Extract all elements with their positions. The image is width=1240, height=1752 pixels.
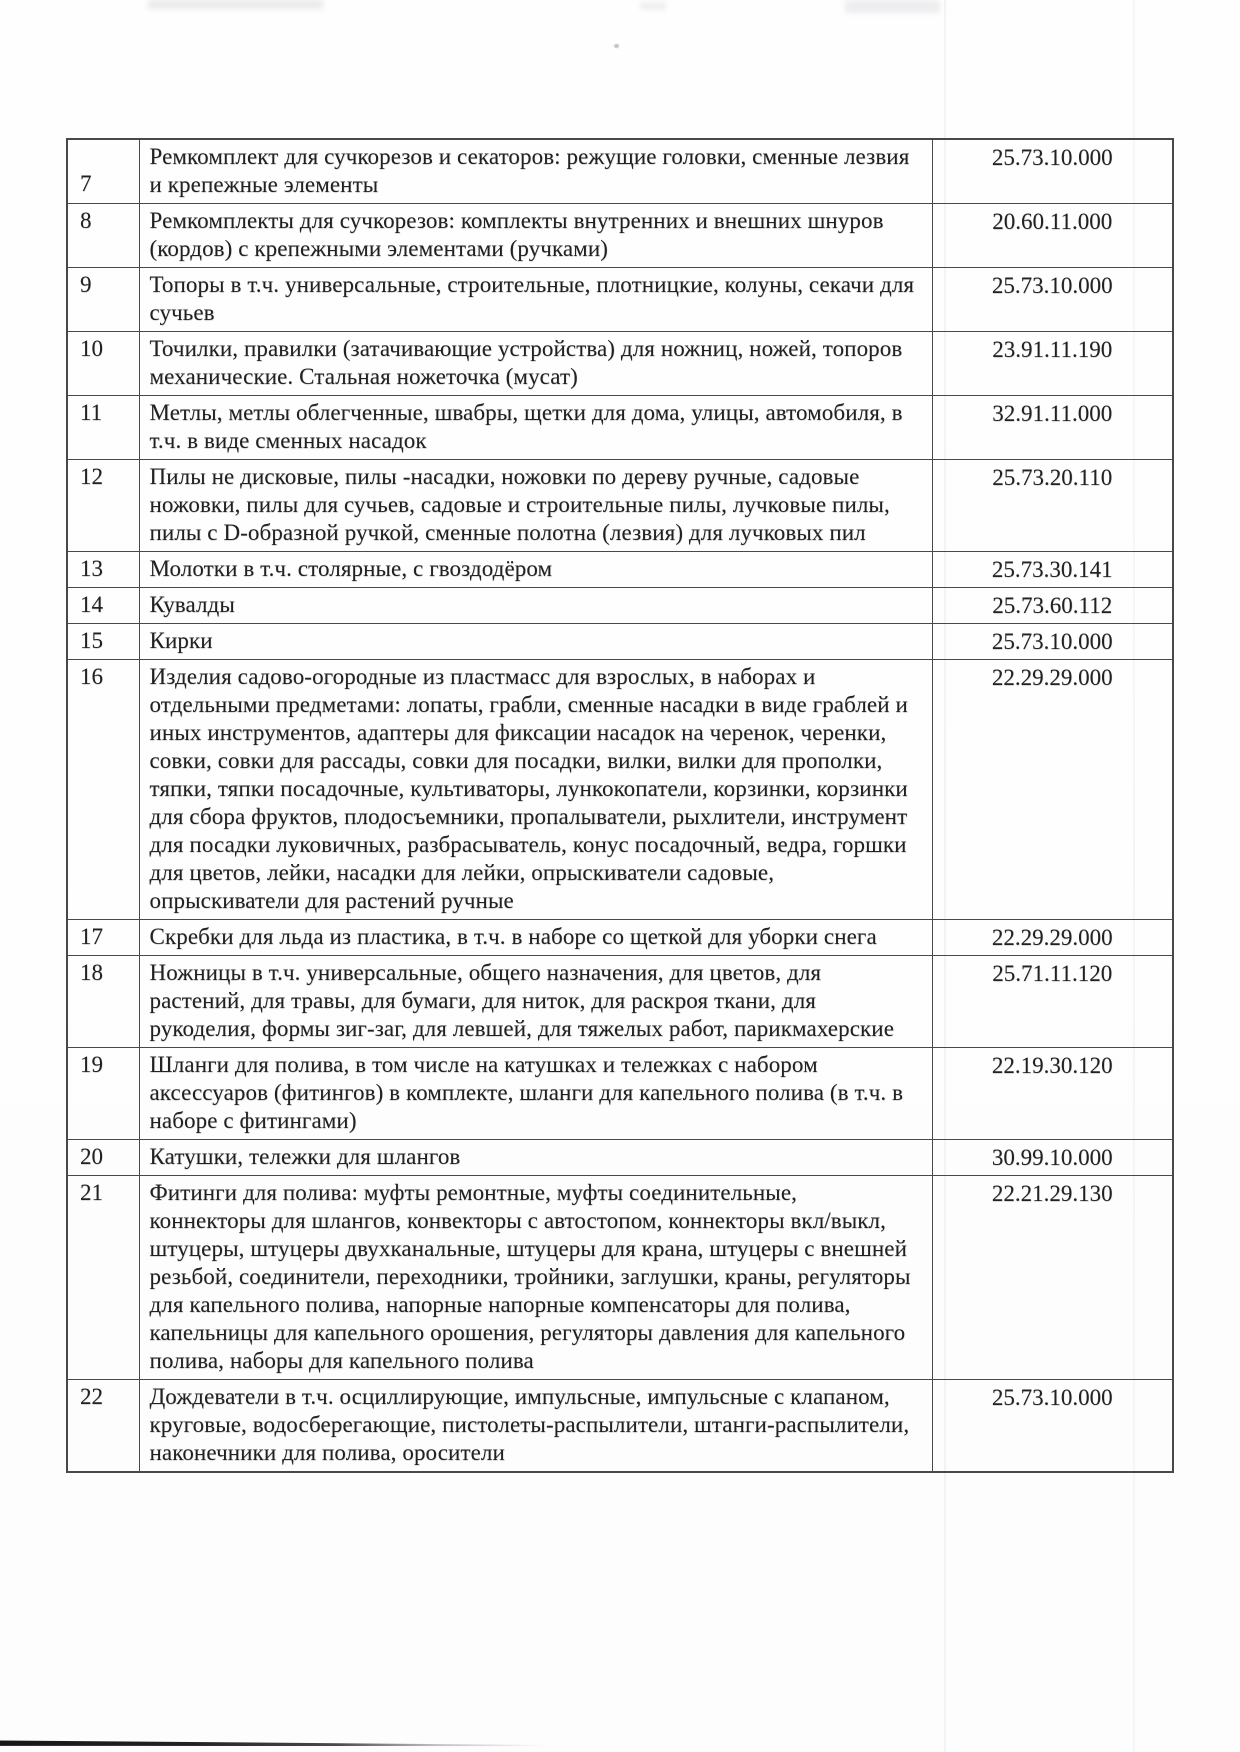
table-row [67,588,1173,624]
table-row [67,332,1173,396]
row-description: Катушки, тележки для шлангов [139,1140,932,1176]
table-row [67,1176,1173,1380]
row-number: 9 [67,268,139,332]
row-description: Метлы, метлы облегченные, швабры, щетки для дома, улицы, автомобиля, в т.ч. в виде сменных насадок [139,396,932,460]
table-row [67,920,1173,956]
row-number: 16 [67,660,139,920]
table-row [67,460,1173,552]
product-classification-table [66,138,1174,1473]
table-row [67,396,1173,460]
row-description: Изделия садово-огородные из пластмасс для взрослых, в наборах и отдельными предметами: лопаты, грабли, сменные насадки в виде граблей и иных инструментов, адаптеры для фиксации насадок на черенок, черенки, совки, совки для рассады, совки для посадки, вилки, вилки для прополки, тяпки, тяпки посадочные, культиваторы, лункокопатели, корзинки, корзинки для сбора фруктов, плодосъемники, пропалыватели, рыхлители, инструмент для посадки луковичных, разбрасыватель, конус посадочный, ведра, горшки для цветов, лейки, насадки для лейки, опрыскиватели садовые, опрыскиватели для растений ручные [139,660,932,920]
row-classification-code: 25.73.10.000 [932,624,1173,660]
row-description: Шланги для полива, в том числе на катушках и тележках с набором аксессуаров (фитингов) в комплекте, шланги для капельного полива (в т.ч. в наборе с фитингами) [139,1048,932,1140]
row-description: Дождеватели в т.ч. осциллирующие, импульсные, импульсные с клапаном, круговые, водосберегающие, пистолеты-распылители, штанги-распылители, наконечники для полива, оросители [139,1380,932,1473]
row-number: 19 [67,1048,139,1140]
row-classification-code: 23.91.11.190 [932,332,1173,396]
row-number: 13 [67,552,139,588]
scan-speck-artifact [614,44,619,48]
row-description: Кувалды [139,588,932,624]
row-classification-code: 25.73.30.141 [932,552,1173,588]
row-number: 14 [67,588,139,624]
row-number: 22 [67,1380,139,1473]
scan-smudge-artifact [148,0,323,9]
row-classification-code: 25.71.11.120 [932,956,1173,1048]
row-classification-code: 25.73.20.110 [932,460,1173,552]
row-description: Ремкомплект для сучкорезов и секаторов: режущие головки, сменные лезвия и крепежные элементы [139,139,932,204]
table-row [67,660,1173,920]
table-row [67,956,1173,1048]
table-body [67,139,1173,1472]
row-number: 8 [67,204,139,268]
row-description: Молотки в т.ч. столярные, с гвоздодёром [139,552,932,588]
row-description: Топоры в т.ч. универсальные, строительные, плотницкие, колуны, секачи для сучьев [139,268,932,332]
row-number: 12 [67,460,139,552]
row-number: 11 [67,396,139,460]
row-description: Скребки для льда из пластика, в т.ч. в наборе со щеткой для уборки снега [139,920,932,956]
row-description: Пилы не дисковые, пилы -насадки, ножовки по дереву ручные, садовые ножовки, пилы для сучьев, садовые и строительные пилы, лучковые пилы, пилы с D-образной ручкой, сменные полотна (лезвия) для лучковых пил [139,460,932,552]
table-row [67,204,1173,268]
table-row [67,1380,1173,1473]
scan-smudge-artifact [640,2,666,10]
table-row [67,1048,1173,1140]
row-classification-code: 25.73.10.000 [932,268,1173,332]
table-row [67,268,1173,332]
row-number: 15 [67,624,139,660]
row-number: 18 [67,956,139,1048]
row-description: Ремкомплекты для сучкорезов: комплекты внутренних и внешних шнуров (кордов) с крепежными элементами (ручками) [139,204,932,268]
scan-streak-artifact [0,1740,545,1748]
row-description: Кирки [139,624,932,660]
row-description: Ножницы в т.ч. универсальные, общего назначения, для цветов, для растений, для травы, для бумаги, для ниток, для раскроя ткани, для рукоделия, формы зиг-заг, для левшей, для тяжелых работ, парикмахерские [139,956,932,1048]
table-row [67,1140,1173,1176]
row-classification-code: 30.99.10.000 [932,1140,1173,1176]
table-row [67,552,1173,588]
row-classification-code: 22.29.29.000 [932,660,1173,920]
row-number: 20 [67,1140,139,1176]
row-number: 17 [67,920,139,956]
row-number: 7 [67,139,139,204]
row-description: Фитинги для полива: муфты ремонтные, муфты соединительные, коннекторы для шлангов, конвекторы с автостопом, коннекторы вкл/выкл, штуцеры, штуцеры двухканальные, штуцеры для крана, штуцеры с внешней резьбой, соединители, переходники, тройники, заглушки, краны, регуляторы для капельного полива, напорные напорные компенсаторы для полива, капельницы для капельного орошения, регуляторы давления для капельного полива, наборы для капельного полива [139,1176,932,1380]
row-classification-code: 25.73.10.000 [932,1380,1173,1473]
scan-smudge-artifact [845,0,940,13]
row-classification-code: 25.73.60.112 [932,588,1173,624]
row-number: 21 [67,1176,139,1380]
row-classification-code: 22.21.29.130 [932,1176,1173,1380]
row-classification-code: 22.29.29.000 [932,920,1173,956]
row-description: Точилки, правилки (затачивающие устройства) для ножниц, ножей, топоров механические. Стальная ножеточка (мусат) [139,332,932,396]
row-classification-code: 20.60.11.000 [932,204,1173,268]
row-number: 10 [67,332,139,396]
table-row [67,624,1173,660]
row-classification-code: 25.73.10.000 [932,139,1173,204]
row-classification-code: 22.19.30.120 [932,1048,1173,1140]
table-row [67,139,1173,204]
row-classification-code: 32.91.11.000 [932,396,1173,460]
